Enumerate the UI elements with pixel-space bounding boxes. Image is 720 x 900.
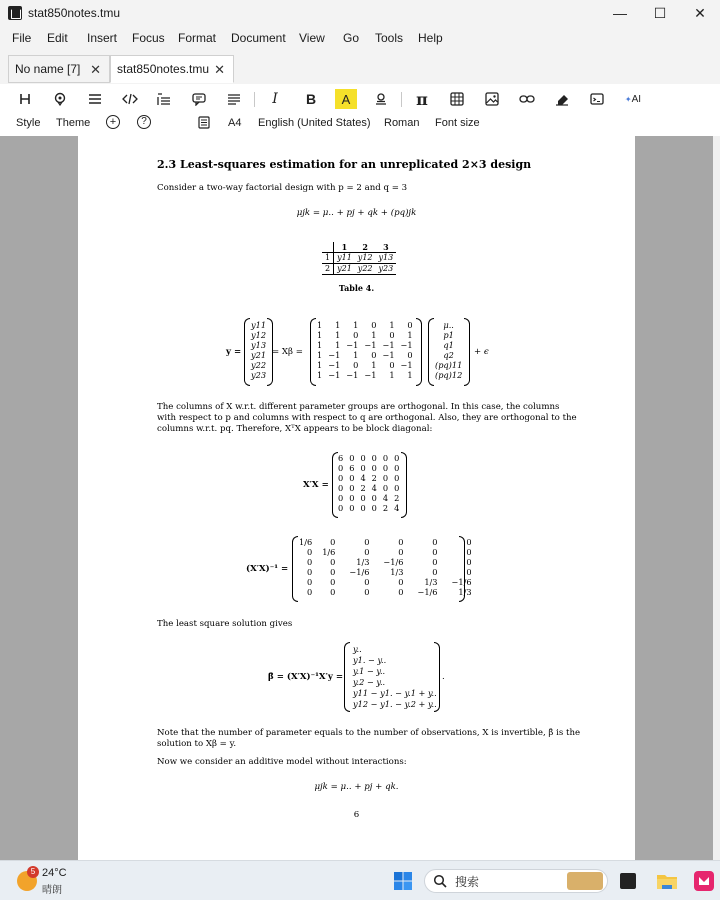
toolbar-divider <box>254 92 255 107</box>
search-placeholder: 搜索 <box>455 874 480 889</box>
paper-size[interactable]: A4 <box>228 117 242 129</box>
matrix-cell: 0 <box>364 547 370 557</box>
matrix-cell: 0 <box>330 567 336 577</box>
menu-view[interactable]: View <box>299 31 325 45</box>
image-icon[interactable] <box>481 89 503 109</box>
highlight-icon[interactable]: A <box>335 89 357 109</box>
tab-no-name[interactable] <box>8 55 110 83</box>
matrix-cell: 0 <box>398 577 404 587</box>
tab-close-icon[interactable]: ✕ <box>214 62 225 77</box>
tab-bar <box>0 52 720 84</box>
matrix-cell: 0 <box>306 567 313 577</box>
menu-format[interactable]: Format <box>178 31 217 45</box>
vector-entry: y23 <box>251 370 267 380</box>
matrix-cell: −1/6 <box>417 587 438 597</box>
matrix-cell: 1/3 <box>390 567 404 577</box>
matrix-cell: 0 <box>338 463 344 473</box>
matrix-cell: −1 <box>400 340 413 350</box>
ai-icon[interactable] <box>620 89 646 109</box>
matrix-cell: 0 <box>338 493 344 503</box>
vector-entry: y21 <box>251 350 267 360</box>
design-matrix <box>314 320 416 380</box>
table-cell: y11 <box>337 253 352 262</box>
temperature[interactable]: 24°C <box>42 867 67 879</box>
table-header-cell: 3 <box>383 242 389 252</box>
matrix-cell: 0 <box>394 453 400 463</box>
menu-tools[interactable]: Tools <box>375 31 404 45</box>
matrix-cell: 0 <box>371 350 377 360</box>
matrix-cell: 0 <box>360 463 366 473</box>
matrix-cell: 0 <box>382 463 389 473</box>
table-header-cell: 1 <box>341 242 348 252</box>
menu-help[interactable]: Help <box>418 31 443 45</box>
terminal-icon[interactable] <box>586 89 608 109</box>
lsq-text: The least square solution gives <box>157 619 293 629</box>
matrix-cell: 0 <box>432 567 438 577</box>
matrix-cell: 1 <box>317 320 323 330</box>
sparkle-icon: ✦ <box>624 94 632 104</box>
theme-menu[interactable]: Theme <box>56 117 91 129</box>
y-label: y = <box>226 347 242 357</box>
matrix-cell: 0 <box>330 587 336 597</box>
matrix-cell: 0 <box>338 503 344 513</box>
document-page[interactable] <box>78 136 635 860</box>
matrix-cell: 1 <box>317 330 323 340</box>
menu-focus[interactable]: Focus <box>132 31 165 45</box>
taskbar <box>0 860 720 900</box>
table-cell: y21 <box>337 264 352 273</box>
model-equation: μjk = μ.. + pj + qk + (pq)jk <box>296 208 417 218</box>
tab-close-icon[interactable]: ✕ <box>90 62 101 77</box>
vector-entry: q2 <box>443 350 454 360</box>
matrix-cell: 0 <box>338 483 344 493</box>
vector-entry: (pq)11 <box>435 360 463 370</box>
vector-entry: y.1 − y.. <box>353 666 386 676</box>
matrix-cell: 1 <box>317 360 323 370</box>
beta-vector <box>432 320 465 380</box>
matrix-cell: 1 <box>335 340 341 350</box>
matrix-cell: 0 <box>382 483 389 493</box>
tab-stat850notes[interactable] <box>110 55 234 83</box>
xtx-inverse-matrix <box>296 537 479 597</box>
vector-entry: y11 − y1. − y.1 + y.. <box>353 688 437 698</box>
align-icon[interactable] <box>84 89 106 109</box>
title-bar <box>0 0 720 26</box>
table-row-label: 1 <box>322 253 334 264</box>
matrix-cell: 1 <box>371 330 377 340</box>
xtx-matrix <box>335 453 402 513</box>
design-table <box>322 242 396 275</box>
additive-text: Now we consider an additive model without interactions: <box>157 757 407 767</box>
table-header-cell: 2 <box>362 242 368 252</box>
matrix-cell: 2 <box>360 483 366 493</box>
matrix-cell: −1 <box>346 340 359 350</box>
page-number: 6 <box>353 810 360 820</box>
right-paren <box>434 642 440 712</box>
matrix-cell: 0 <box>371 463 377 473</box>
matrix-cell: 0 <box>371 503 377 513</box>
add-circle-icon[interactable]: + <box>106 115 120 129</box>
matrix-cell: 4 <box>394 503 400 513</box>
matrix-cell: 0 <box>394 483 400 493</box>
matrix-cell: 0 <box>371 453 377 463</box>
matrix-cell: 0 <box>349 483 355 493</box>
matrix-cell: −1 <box>382 340 395 350</box>
matrix-cell: 0 <box>306 547 313 557</box>
period: . <box>442 672 445 682</box>
matrix-cell: 0 <box>360 503 366 513</box>
matrix-cell: −1 <box>346 370 359 380</box>
comment-icon[interactable] <box>188 89 210 109</box>
matrix-cell: −1 <box>328 360 341 370</box>
matrix-cell: 0 <box>360 493 366 503</box>
matrix-cell: −1/6 <box>383 557 404 567</box>
matrix-cell: 0 <box>364 537 370 547</box>
matrix-cell: −1/6 <box>451 577 472 587</box>
paragraph-line: The columns of X w.r.t. different parameter groups are orthogonal. In this case, the columns <box>157 402 560 412</box>
matrix-cell: 0 <box>364 577 370 587</box>
pin-icon[interactable] <box>49 89 71 109</box>
matrix-cell: 0 <box>353 330 359 340</box>
matrix-cell: 0 <box>349 453 355 463</box>
matrix-cell: 0 <box>398 547 404 557</box>
table-cell: y22 <box>357 264 373 273</box>
additive-model-equation: μjk = μ.. + pj + qk. <box>314 782 399 792</box>
eraser-icon[interactable] <box>551 89 573 109</box>
matrix-cell: 2 <box>394 493 400 503</box>
window-title: stat850notes.tmu <box>28 6 121 20</box>
matrix-cell: 1 <box>317 350 323 360</box>
matrix-cell: 0 <box>466 567 472 577</box>
ai-label: AI <box>631 93 642 105</box>
vertical-scrollbar[interactable] <box>713 136 720 860</box>
note-line: Note that the number of parameter equals to the number of observations, X is invertible, β̂ is the <box>157 728 581 738</box>
matrix-cell: −1/6 <box>349 567 370 577</box>
matrix-cell: 1/6 <box>299 537 313 547</box>
tab-label: stat850notes.tmu <box>117 62 210 76</box>
note-line: solution to Xβ = y. <box>157 739 237 749</box>
xbeta-label: = Xβ = <box>272 347 303 357</box>
table-row-label: 2 <box>322 264 334 275</box>
vector-entry: y22 <box>251 360 267 370</box>
menu-insert[interactable]: Insert <box>87 31 118 45</box>
matrix-cell: 2 <box>382 503 389 513</box>
betahat-vector <box>350 644 440 710</box>
matrix-cell: 0 <box>394 463 400 473</box>
format-bar <box>0 114 720 136</box>
menu-edit[interactable]: Edit <box>47 31 68 45</box>
matrix-cell: 4 <box>371 483 377 493</box>
matrix-cell: 6 <box>338 453 344 463</box>
matrix-cell: 1 <box>389 370 395 380</box>
table-caption: Table 4. <box>338 283 375 293</box>
matrix-cell: 0 <box>349 473 355 483</box>
matrix-cell: 6 <box>349 463 355 473</box>
windows-start-icon[interactable] <box>393 871 413 891</box>
section-heading: 2.3 Least-squares estimation for an unreplicated 2×3 design <box>157 158 532 171</box>
matrix-cell: 1 <box>353 350 359 360</box>
matrix-cell: −1 <box>328 350 341 360</box>
right-paren <box>464 318 470 386</box>
vector-entry: y.. <box>353 644 362 654</box>
matrix-cell: 0 <box>389 330 395 340</box>
page-layout-icon[interactable] <box>198 116 210 132</box>
toolbar-divider <box>401 92 402 107</box>
intro-text: Consider a two-way factorial design with p = 2 and q = 3 <box>157 183 408 193</box>
vector-entry: y12 <box>251 330 267 340</box>
matrix-cell: −1 <box>382 350 395 360</box>
paragraph-line: columns w.r.t. pq. Therefore, XᵀX appears to be block diagonal: <box>157 424 433 434</box>
matrix-cell: 0 <box>389 360 395 370</box>
table-icon[interactable] <box>446 89 468 109</box>
close-window-button[interactable]: ✕ <box>694 4 706 21</box>
matrix-cell: 1/3 <box>424 577 438 587</box>
epsilon-term: + ϵ <box>474 347 489 357</box>
matrix-cell: 0 <box>371 320 377 330</box>
matrix-cell: 1 <box>371 360 377 370</box>
vector-entry: μ.. <box>443 320 454 330</box>
matrix-cell: 1 <box>335 320 341 330</box>
matrix-cell: 0 <box>382 453 389 463</box>
taskbar-search-input[interactable] <box>424 869 608 893</box>
vector-entry: p1 <box>443 330 454 340</box>
matrix-cell: 1 <box>389 320 395 330</box>
matrix-cell: 0 <box>407 320 413 330</box>
matrix-cell: 0 <box>306 557 313 567</box>
vector-entry: y.2 − y.. <box>353 677 386 687</box>
bold-icon[interactable]: B <box>305 91 317 107</box>
vector-entry: y11 <box>251 320 267 330</box>
font-size-selector[interactable]: Font size <box>435 117 480 129</box>
matrix-cell: 0 <box>360 453 366 463</box>
matrix-cell: −1 <box>328 370 341 380</box>
language-selector[interactable]: English (United States) <box>258 117 371 129</box>
style-menu[interactable]: Style <box>16 117 41 129</box>
matrix-cell: 0 <box>432 537 438 547</box>
matrix-cell: 1 <box>353 320 359 330</box>
font-selector[interactable]: Roman <box>384 117 420 129</box>
vector-entry: (pq)12 <box>435 370 463 380</box>
document-area[interactable] <box>0 136 713 860</box>
matrix-cell: 0 <box>364 587 370 597</box>
matrix-cell: 1 <box>407 370 413 380</box>
matrix-cell: 0 <box>349 493 355 503</box>
matrix-cell: 0 <box>338 473 344 483</box>
search-icon <box>433 874 447 888</box>
code-icon[interactable] <box>119 89 141 109</box>
betahat-label: β̂ = (X′X)⁻¹X′y = <box>268 672 344 682</box>
matrix-cell: −1 <box>364 340 377 350</box>
matrix-cell: 0 <box>306 577 313 587</box>
xtx-inverse-label: (X′X)⁻¹ = <box>246 564 289 574</box>
matrix-cell: 0 <box>432 547 438 557</box>
vector-entry: q1 <box>443 340 454 350</box>
minimize-button[interactable]: — <box>613 5 627 21</box>
matrix-cell: 0 <box>353 360 359 370</box>
matrix-cell: 0 <box>398 537 404 547</box>
matrix-cell: −1 <box>400 360 413 370</box>
matrix-cell: 0 <box>330 557 336 567</box>
matrix-cell: 0 <box>382 473 389 483</box>
matrix-cell: 0 <box>371 493 377 503</box>
file-explorer-icon[interactable] <box>656 871 678 891</box>
matrix-cell: 0 <box>466 537 472 547</box>
matrix-cell: 0 <box>466 557 472 567</box>
matrix-cell: 0 <box>330 537 336 547</box>
matrix-cell: 0 <box>398 587 404 597</box>
paragraph-line: with respect to p and columns with respect to q are orthogonal. Also, they are orthogonal to the <box>157 413 577 423</box>
tab-label: No name [7] <box>15 62 81 76</box>
matrix-cell: 1 <box>317 370 323 380</box>
matrix-cell: 1 <box>317 340 323 350</box>
maximize-button[interactable]: ☐ <box>653 4 667 21</box>
right-paren <box>416 318 422 386</box>
menu-bar <box>0 26 720 50</box>
xtx-label: X′X = <box>303 480 329 490</box>
y-vector <box>248 320 269 380</box>
matrix-cell: 0 <box>306 587 313 597</box>
italic-icon[interactable]: I <box>272 91 278 107</box>
table-cell: y12 <box>357 253 373 262</box>
heading-icon[interactable] <box>14 89 36 109</box>
vector-entry: y12 − y1. − y.2 + y.. <box>353 699 437 709</box>
text-align-icon[interactable] <box>223 89 245 109</box>
notification-badge: 5 <box>27 866 39 878</box>
menu-go[interactable]: Go <box>343 31 360 45</box>
task-view-icon[interactable] <box>620 873 636 889</box>
pi-icon[interactable]: π <box>416 89 428 109</box>
matrix-cell: 1 <box>335 330 341 340</box>
matrix-cell: 0 <box>432 557 438 567</box>
matrix-cell: 0 <box>466 547 472 557</box>
vector-entry: y13 <box>251 340 267 350</box>
matrix-cell: 1/6 <box>322 547 336 557</box>
matrix-cell: 4 <box>382 493 389 503</box>
matrix-cell: 0 <box>407 350 413 360</box>
vector-entry: y1. − y.. <box>353 655 387 665</box>
table-cell: y13 <box>378 253 394 262</box>
matrix-cell: 1/3 <box>356 557 370 567</box>
app-icon <box>8 6 22 20</box>
list-icon[interactable] <box>153 89 175 109</box>
matrix-cell: 0 <box>394 473 400 483</box>
toolbar <box>0 84 720 114</box>
right-paren <box>459 536 465 602</box>
text-color-icon[interactable] <box>370 89 392 109</box>
matrix-cell: 1 <box>407 330 413 340</box>
menu-document[interactable]: Document <box>231 31 286 45</box>
search-highlight-image <box>567 872 603 890</box>
weather-condition[interactable]: 晴朗 <box>42 885 62 896</box>
right-paren <box>401 452 407 518</box>
matrix-cell: 0 <box>330 577 336 587</box>
menu-file[interactable]: File <box>12 31 32 45</box>
matrix-cell: 0 <box>349 503 355 513</box>
app-taskbar-icon[interactable] <box>694 871 714 891</box>
table-cell: y23 <box>378 264 394 273</box>
matrix-cell: 4 <box>360 473 366 483</box>
matrix-cell: 1/3 <box>458 587 472 597</box>
matrix-cell: −1 <box>364 370 377 380</box>
help-circle-icon[interactable]: ? <box>137 115 151 129</box>
link-icon[interactable] <box>516 89 538 109</box>
matrix-cell: 2 <box>371 473 377 483</box>
